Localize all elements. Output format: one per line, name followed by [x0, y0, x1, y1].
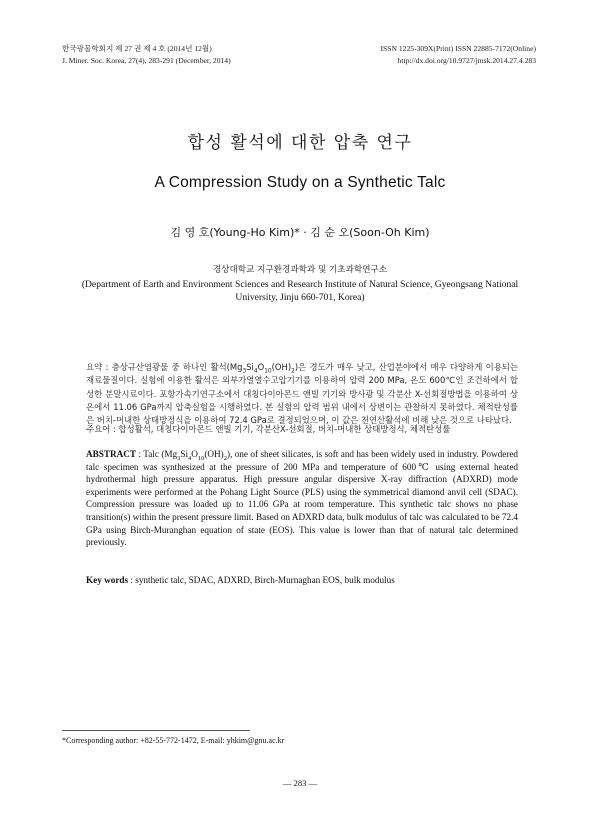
title-english: A Compression Study on a Synthetic Talc	[154, 174, 446, 191]
affiliation-korean: 경상대학교 지구환경과학과 및 기초과학연구소	[212, 265, 388, 275]
doi-link[interactable]: http://dx.doi.org/10.9727/jmsk.2014.27.4.283	[397, 56, 536, 65]
page-number: — 283 —	[282, 778, 318, 788]
journal-citation: J. Miner. Soc. Korea, 27(4), 283-291 (December, 2014)	[62, 56, 231, 65]
abstract-korean-label: 요약	[86, 362, 103, 372]
keywords-english-label: Key words	[86, 575, 129, 585]
keywords-english: Key words : synthetic talc, SDAC, ADXRD, Birch-Murnaghan EOS, bulk modulus	[86, 575, 395, 585]
abstract-english-label: ABSTRACT	[86, 449, 137, 459]
footnote-divider	[62, 730, 250, 731]
journal-name-ko: 한국광물학회지 제 27 권 제 4 호 (2014년 12월)	[62, 44, 212, 53]
journal-header-left	[62, 43, 231, 67]
abstract-english: ABSTRACT : Talc $(Mg_3Si_4O_{10}(OH)_2)$, one of sheet silicates, is soft and has been widely used in industry. Powdered talc specimen was synthesized at the pressure of 200 MPa and temperature of 600℃ using external heated hydrothermal high pressure apparatus. High pressure angular dispersive X-ray diffraction (ADXRD) mode experiments were performed at the Pohang Light Source (PLS) using the symmetrical diamond anvil cell (SDAC). Compression pressure was loaded up to 11.06 GPa at room temperature. This synthetic talc shows no phase transition(s) within the present pressure limit. Based on ADXRD data, bulk modulus of talc was calculated to be 72.4 GPa using Birch-Muranghan equation of state (EOS). This value is lower than that of natural talc determined previously.	[86, 449, 518, 548]
title-korean: 합성 활석에 대한 압축 연구	[187, 133, 413, 153]
abstract-korean: 요약 : 층상규산염광물 중 하나인 활석$(Mg_3Si_4O_{10}(OH)_2)$은 경도가 매우 낮고, 산업분야에서 매우 다양하게 이용되는 재료물질이다. 실험에 이용한 활석은 외부가열열수고압기기를 이용하여 압력 200 MPa, 온도 600℃인 조건하에서 합성한 분말시료이다. 포항가속기연구소에서 대칭다이아몬드 앤빌 기기와 방사광 및 각분산 X-선회절방법을 이용하여 상온에서 11.06 GPa까지 압축실험을 시행하였다. 본 실험의 압력 범위 내에서 상변이는 관찰하지 못하였다. 체적탄성률은 버치-머내한 상태방정식을 이용하여 72.4 GPa로 결정되었으며, 이 값은 천연산활석에 비해 낮은 것으로 나타났다.	[86, 362, 518, 426]
authors: 김 영 호(Young-Ho Kim)* · 김 순 오(Soon-Oh Kim)	[170, 226, 430, 239]
keywords-korean-label: 주요어	[86, 424, 111, 434]
affiliation-english: (Department of Earth and Environment Sciences and Research Institute of Natural Science, Gyeongsang National University, Jinju 660-701, Korea)	[81, 279, 519, 303]
corresponding-author-footnote: *Corresponding author: +82-55-772-1472, E-mail: yhkim@gnu.ac.kr	[62, 736, 285, 745]
journal-header-right	[381, 43, 536, 67]
issn: ISSN 1225-309X(Print) ISSN 22885-7172(Online)	[380, 44, 536, 53]
keywords-korean: 주요어 : 합성활석, 대칭다이아몬드 앤빌 기기, 각분산X-선회절, 버치-머내한 상태방정식, 체적탄성률	[86, 424, 451, 434]
